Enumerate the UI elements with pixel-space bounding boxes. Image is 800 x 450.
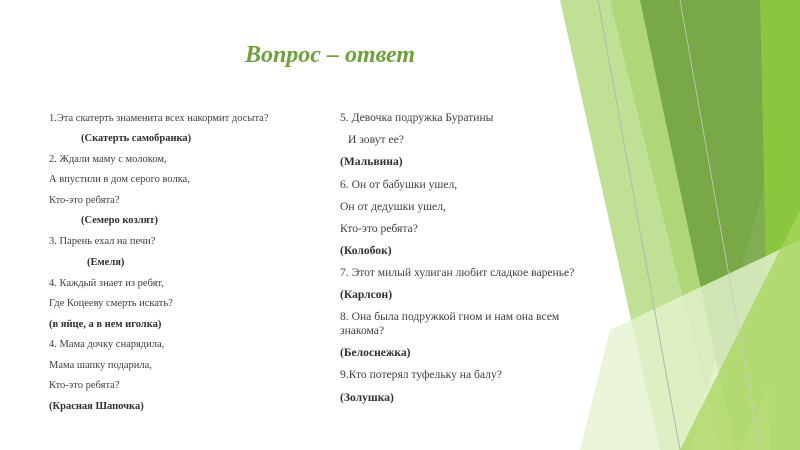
left-line: 3. Парень ехал на печи? bbox=[49, 236, 156, 247]
right-line: Кто-это ребята? bbox=[340, 222, 418, 235]
left-line: А впустили в дом серого волка, bbox=[49, 174, 190, 185]
right-line: 5. Девочка подружка Буратины bbox=[340, 111, 494, 124]
right-line: 9.Кто потерял туфельку на балу? bbox=[340, 368, 502, 381]
left-line: 4. Мама дочку снарядила, bbox=[49, 339, 165, 350]
left-line: Где Коцееву смерть искать? bbox=[49, 298, 173, 309]
right-line: 8. Она была подружкой гном и нам она всем bbox=[340, 310, 560, 323]
left-line: 4. Каждый знает из ребят, bbox=[49, 278, 164, 289]
slide-title: Вопрос – ответ bbox=[244, 42, 416, 68]
left-line: Мама шапку подарила, bbox=[49, 360, 152, 371]
left-line: (Красная Шапочка) bbox=[49, 401, 144, 412]
left-line: Кто-это ребята? bbox=[49, 380, 120, 391]
right-line: И зовут ее? bbox=[348, 133, 404, 146]
left-line: (Емеля) bbox=[87, 257, 125, 268]
right-line: (Белоснежка) bbox=[340, 346, 411, 359]
left-line: Кто-это ребята? bbox=[49, 195, 120, 206]
right-line: (Карлсон) bbox=[340, 288, 393, 301]
right-line: 6. Он от бабушки ушел, bbox=[340, 178, 458, 191]
right-line: Он от дедушки ушел, bbox=[340, 200, 446, 213]
left-line: (Скатерть самобранка) bbox=[81, 133, 192, 144]
right-line: 7. Этот милый хулиган любит сладкое варенье? bbox=[340, 266, 575, 279]
left-line: 1.Эта скатерть знаменита всех накормит досыта? bbox=[49, 113, 269, 124]
left-line: (Семеро козлят) bbox=[81, 215, 159, 226]
right-line: (Золушка) bbox=[340, 391, 394, 404]
right-line: (Мальвина) bbox=[340, 155, 403, 168]
right-line: (Колобок) bbox=[340, 244, 392, 257]
right-line: знакома? bbox=[340, 324, 385, 337]
left-line: 2. Ждали маму с молоком, bbox=[49, 154, 167, 165]
left-line: (в яйце, а в нем иголка) bbox=[49, 319, 162, 330]
